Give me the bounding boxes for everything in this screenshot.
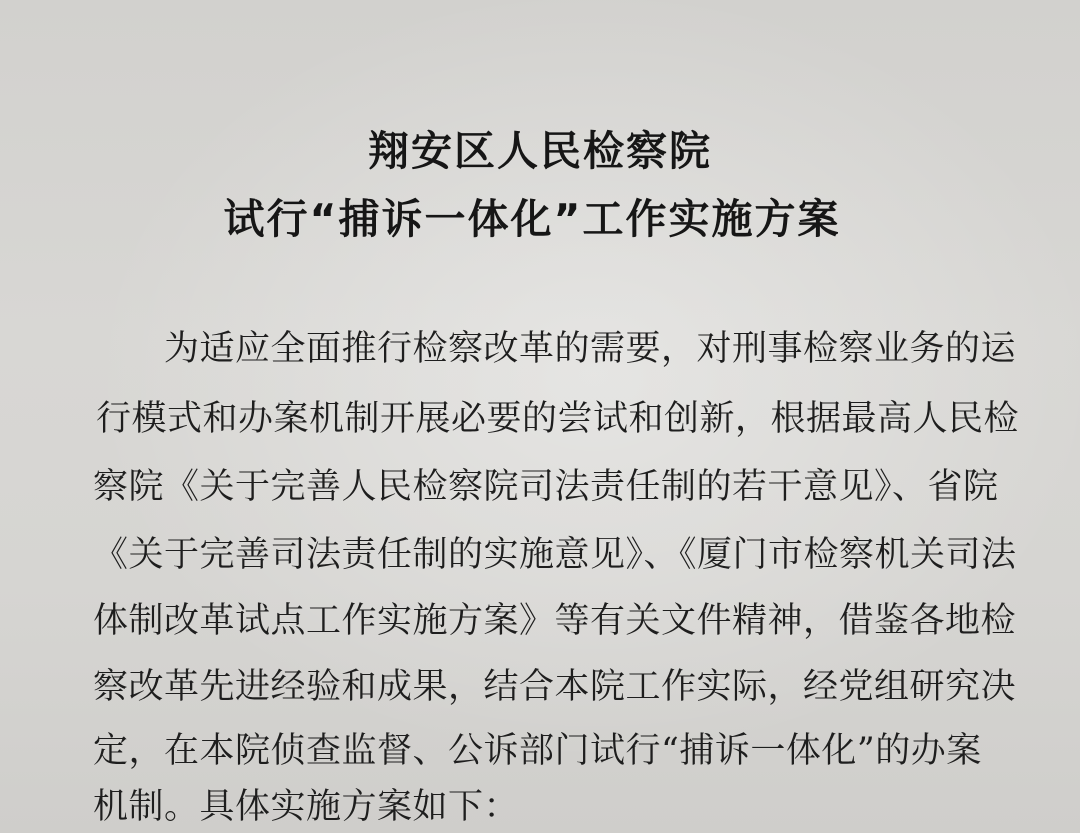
body-line: 《关于完善司法责任制的实施意见》、《厦门市检察机关司法 bbox=[93, 535, 1017, 575]
body-line: 行模式和办案机制开展必要的尝试和创新，根据最高人民检 bbox=[96, 399, 1020, 439]
body-line: 体制改革试点工作实施方案》等有关文件精神，借鉴各地检 bbox=[93, 601, 1017, 641]
body-line: 察改革先进经验和成果，结合本院工作实际，经党组研究决 bbox=[93, 667, 1017, 707]
body-line: 察院《关于完善人民检察院司法责任制的若干意见》、省院 bbox=[93, 467, 999, 507]
body-line: 机制。具体实施方案如下： bbox=[93, 787, 520, 827]
body-line: 定，在本院侦查监督、公诉部门试行“捕诉一体化”的办案 bbox=[93, 731, 982, 771]
document-title-line-2: 试行“捕诉一体化”工作实施方案 bbox=[223, 195, 841, 243]
document-title-line-1: 翔安区人民检察院 bbox=[368, 127, 712, 175]
body-line: 为适应全面推行检察改革的需要，对刑事检察业务的运 bbox=[164, 329, 1017, 369]
